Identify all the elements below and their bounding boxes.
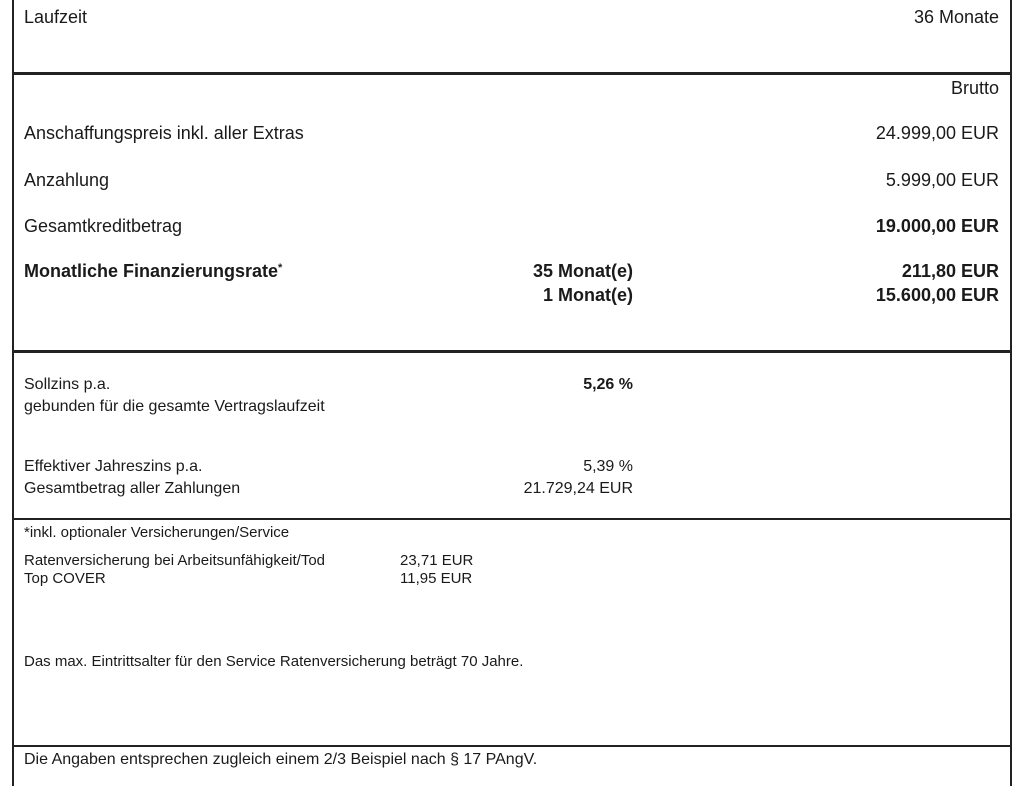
divider-laufzeit (12, 72, 1012, 75)
gesamtkredit-label: Gesamtkreditbetrag (24, 216, 183, 236)
rate-marker: * (278, 262, 283, 274)
sollzins-label: Sollzins p.a. (24, 376, 111, 393)
rate-amount-2: 15.600,00 EUR (875, 285, 999, 305)
gesamtbetrag-value: 21.729,24 EUR (523, 480, 633, 497)
rate-amount-1: 211,80 EUR (901, 261, 999, 281)
laufzeit-label: Laufzeit (24, 7, 88, 27)
rate-months-1: 35 Monat(e) (532, 261, 633, 281)
footer-text: Die Angaben entsprechen zugleich einem 2/3 Beispiel nach § 17 PAngV. (24, 751, 538, 768)
gesamtkredit-value: 19.000,00 EUR (875, 216, 999, 236)
anzahlung-label: Anzahlung (24, 170, 110, 190)
sollzins-sub: gebunden für die gesamte Vertragslaufzeit (24, 398, 325, 415)
effektiv-label: Effektiver Jahreszins p.a. (24, 458, 203, 475)
anschaffungspreis-label: Anschaffungspreis inkl. aller Extras (24, 123, 304, 143)
sollzins-value: 5,26 % (583, 376, 633, 393)
age-note: Das max. Eintrittsalter für den Service Ratenversicherung beträgt 70 Jahre. (24, 653, 524, 670)
insurance-item-label-2: Top COVER (24, 570, 106, 587)
rate-months-2: 1 Monat(e) (543, 285, 633, 305)
insurance-note: *inkl. optionaler Versicherungen/Service (24, 524, 290, 541)
insurance-item-label-1: Ratenversicherung bei Arbeitsunfähigkeit/Tod (24, 552, 326, 569)
rate-label-line (24, 262, 282, 280)
divider-interest (12, 518, 1012, 520)
gesamtbetrag-label: Gesamtbetrag aller Zahlungen (24, 480, 241, 497)
rate-label: Monatliche Finanzierungsrate (24, 261, 279, 281)
anschaffungspreis-value: 24.999,00 EUR (875, 123, 999, 143)
laufzeit-value: 36 Monate (913, 7, 999, 27)
divider-pricing (12, 350, 1012, 353)
anzahlung-value: 5.999,00 EUR (885, 170, 999, 190)
brutto-header: Brutto (950, 78, 999, 98)
effektiv-value: 5,39 % (583, 458, 633, 475)
insurance-item-value-1: 23,71 EUR (400, 552, 474, 569)
divider-insurance (12, 745, 1012, 747)
insurance-item-value-2: 11,95 EUR (400, 570, 473, 587)
